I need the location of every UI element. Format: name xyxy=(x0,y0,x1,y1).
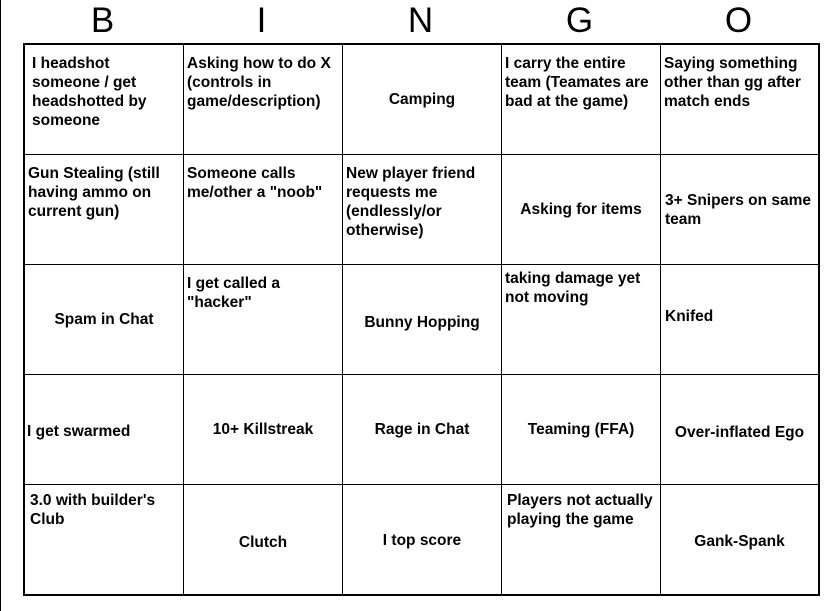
cell-text: 3.0 with builder's Club xyxy=(30,492,156,528)
bingo-cell[interactable] xyxy=(343,265,502,375)
bingo-cell[interactable] xyxy=(184,485,343,594)
cell-text: taking damage yet not moving xyxy=(505,270,641,306)
header-letter-n: N xyxy=(407,1,434,40)
bingo-cell[interactable] xyxy=(184,45,343,155)
cell-text: I get called a "hacker" xyxy=(187,275,281,311)
cell-text: Gun Stealing (still having ammo on current gun) xyxy=(28,165,160,220)
bingo-cell[interactable] xyxy=(343,155,502,265)
cell-text: Over-inflated Ego xyxy=(674,424,805,441)
bingo-cell[interactable] xyxy=(184,265,343,375)
cell-text: I top score xyxy=(382,532,462,549)
cell-text: Camping xyxy=(388,91,456,108)
bingo-cell[interactable] xyxy=(661,45,818,155)
cell-text: New player friend requests me (endlessly/or otherwise) xyxy=(346,165,476,239)
left-edge-rule xyxy=(0,0,1,611)
bingo-cell[interactable] xyxy=(184,155,343,265)
cell-text: Asking for items xyxy=(520,201,642,218)
bingo-cell[interactable] xyxy=(343,485,502,594)
cell-text: I get swarmed xyxy=(27,423,131,440)
cell-text: Clutch xyxy=(238,534,288,551)
bingo-cell[interactable] xyxy=(502,265,661,375)
cell-text: Someone calls me/other a "noob" xyxy=(187,165,323,201)
bingo-cell[interactable] xyxy=(343,375,502,485)
bingo-cell[interactable] xyxy=(502,485,661,594)
cell-text: Gank-Spank xyxy=(694,533,785,550)
bingo-cell[interactable] xyxy=(661,265,818,375)
bingo-cell[interactable] xyxy=(25,485,184,594)
cell-text: I carry the entire team (Teamates are bad at the game) xyxy=(505,55,649,110)
cell-text: Rage in Chat xyxy=(374,421,470,438)
bingo-cell[interactable] xyxy=(661,485,818,594)
bingo-cell[interactable] xyxy=(25,375,184,485)
header-letter-g: G xyxy=(565,1,594,40)
cell-text: Spam in Chat xyxy=(54,311,154,328)
bingo-cell[interactable] xyxy=(502,155,661,265)
bingo-cell[interactable] xyxy=(343,45,502,155)
bingo-cell[interactable] xyxy=(25,155,184,265)
bingo-cell[interactable] xyxy=(502,45,661,155)
header-letter-i: I xyxy=(256,1,267,40)
bingo-cell[interactable] xyxy=(25,45,184,155)
cell-text: I headshot someone / get headshotted by someone xyxy=(32,55,147,129)
bingo-grid xyxy=(23,43,820,596)
cell-text: Bunny Hopping xyxy=(364,314,480,331)
cell-text: Teaming (FFA) xyxy=(527,421,635,438)
cell-text: Asking how to do X (controls in game/description) xyxy=(187,55,331,110)
bingo-cell[interactable] xyxy=(661,375,818,485)
bingo-cell[interactable] xyxy=(661,155,818,265)
bingo-cell[interactable] xyxy=(502,375,661,485)
cell-text: Saying something other than gg after match ends xyxy=(664,55,801,110)
cell-text: Players not actually playing the game xyxy=(507,492,653,528)
bingo-cell[interactable] xyxy=(25,265,184,375)
header-letter-b: B xyxy=(90,1,115,40)
cell-text: Knifed xyxy=(665,308,714,325)
cell-text: 3+ Snipers on same team xyxy=(665,191,812,228)
bingo-cell[interactable] xyxy=(184,375,343,485)
bingo-header xyxy=(23,0,819,42)
cell-text: 10+ Killstreak xyxy=(212,421,314,438)
header-letter-o: O xyxy=(724,1,753,40)
